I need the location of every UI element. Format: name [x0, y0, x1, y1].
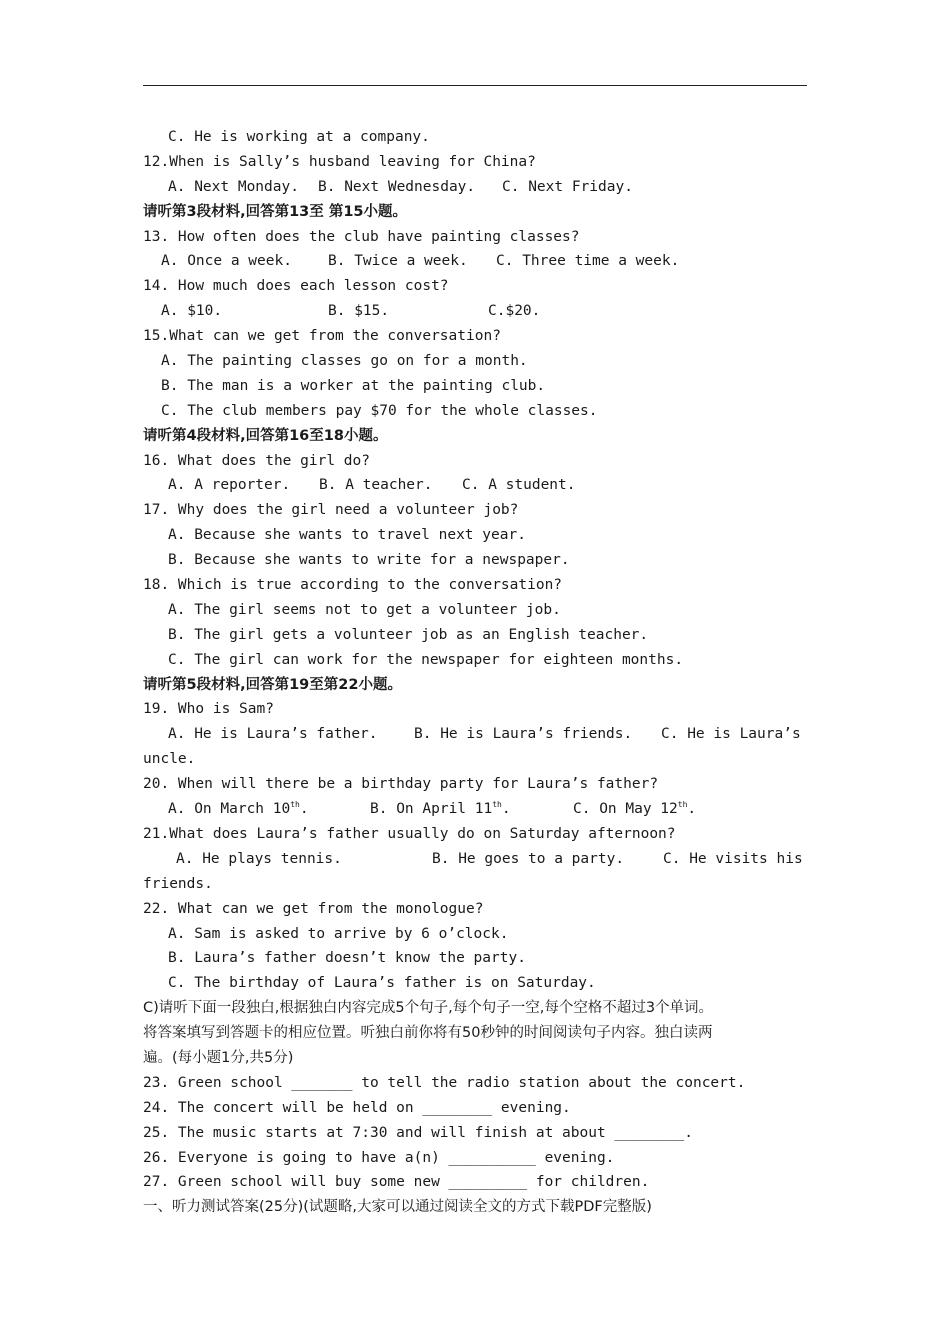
q15-stem: 15.What can we get from the conversation?: [143, 328, 501, 345]
q13-option-c: C. Three time a week.: [496, 253, 680, 270]
q14-option-a: A. $10.: [161, 303, 223, 320]
q14-options: [143, 299, 811, 324]
section-3-heading: 请听第3段材料,回答第13至 第15小题。: [143, 203, 408, 220]
q22-option-a: A. Sam is asked to arrive by 6 o’clock.: [168, 925, 509, 942]
part-c-instructions-line-3: 遍。(每小题1分,共5分): [143, 1049, 294, 1066]
q19-option-c: C. He is Laura’s: [661, 726, 801, 743]
q21-option-b: B. He goes to a party.: [432, 850, 625, 867]
part-c-instructions-line-2: 将答案填写到答题卡的相应位置。听独白前你将有50秒钟的时间阅读句子内容。独白读两: [143, 1025, 713, 1042]
exam-page: [143, 125, 811, 1220]
q16-stem: 16. What does the girl do?: [143, 452, 370, 469]
q13-option-b: B. Twice a week.: [328, 253, 468, 270]
q15-option-a: A. The painting classes go on for a month.: [161, 353, 528, 370]
q18-option-c: C. The girl can work for the newspaper for eighteen months.: [168, 651, 684, 668]
q14-stem: 14. How much does each lesson cost?: [143, 278, 449, 295]
q21-option-c-continued: friends.: [143, 875, 213, 892]
q20-option-a: A. On March 10th.: [168, 800, 309, 818]
q19-options: [143, 722, 811, 747]
q26-sentence: 26. Everyone is going to have a(n) __________ evening.: [143, 1149, 615, 1166]
q21-option-a: A. He plays tennis.: [176, 850, 342, 867]
q21-options: [143, 847, 811, 872]
section-5-heading: 请听第5段材料,回答第19至第22小题。: [143, 676, 402, 693]
q16-option-a: A. A reporter.: [168, 477, 291, 494]
q12-stem: 12.When is Sally’s husband leaving for China?: [143, 153, 536, 170]
q20-options: [143, 797, 811, 822]
q13-options: [143, 249, 811, 274]
q16-options: [143, 473, 811, 498]
part-c-instructions-line-1: C)请听下面一段独白,根据独白内容完成5个句子,每个句子一空,每个空格不超过3个单词。: [143, 1000, 714, 1017]
q17-option-b: B. Because she wants to write for a newspaper.: [168, 552, 570, 569]
q20-option-c: C. On May 12th.: [573, 800, 697, 818]
q19-option-c-continued: uncle.: [143, 751, 196, 768]
q21-stem: 21.What does Laura’s father usually do on Saturday afternoon?: [143, 825, 676, 842]
q22-option-c: C. The birthday of Laura’s father is on Saturday.: [168, 975, 596, 992]
q22-stem: 22. What can we get from the monologue?: [143, 900, 484, 917]
q12-option-a: A. Next Monday.: [168, 178, 299, 195]
q16-option-b: B. A teacher.: [319, 477, 433, 494]
q13-stem: 13. How often does the club have painting classes?: [143, 228, 580, 245]
q21-option-c: C. He visits his: [663, 850, 803, 867]
q12-option-b: B. Next Wednesday.: [318, 178, 476, 195]
q20-option-c-suffix: th: [677, 800, 688, 810]
answer-section-note: 一、听力测试答案(25分)(试题略,大家可以通过阅读全文的方式下载PDF完整版): [143, 1199, 652, 1216]
q19-stem: 19. Who is Sam?: [143, 701, 274, 718]
q23-sentence: 23. Green school _______ to tell the radio station about the concert.: [143, 1074, 746, 1091]
q18-option-a: A. The girl seems not to get a volunteer job.: [168, 601, 561, 618]
q14-option-b: B. $15.: [328, 303, 390, 320]
q14-option-c: C.$20.: [488, 303, 541, 320]
q20-option-b: B. On April 11th.: [370, 800, 511, 818]
q11-option-c: C. He is working at a company.: [168, 129, 430, 145]
q18-stem: 18. Which is true according to the conversation?: [143, 577, 563, 594]
q13-option-a: A. Once a week.: [161, 253, 292, 270]
q24-sentence: 24. The concert will be held on ________ evening.: [143, 1099, 571, 1116]
q22-option-b: B. Laura’s father doesn’t know the party.: [168, 950, 526, 967]
q20-option-a-suffix: th: [290, 800, 300, 810]
q17-option-a: A. Because she wants to travel next year.: [168, 527, 526, 544]
q19-option-a: A. He is Laura’s father.: [168, 726, 378, 743]
q19-option-b: B. He is Laura’s friends.: [414, 726, 633, 743]
q25-sentence: 25. The music starts at 7:30 and will finish at about ________.: [143, 1124, 693, 1141]
q15-option-b: B. The man is a worker at the painting club.: [161, 377, 546, 394]
q12-option-c: C. Next Friday.: [502, 178, 633, 195]
q16-option-c: C. A student.: [462, 477, 576, 494]
q12-options: [143, 175, 811, 200]
q15-option-c: C. The club members pay $70 for the whole classes.: [161, 402, 598, 419]
q20-stem: 20. When will there be a birthday party for Laura’s father?: [143, 776, 659, 793]
section-4-heading: 请听第4段材料,回答第16至18小题。: [143, 427, 388, 444]
q18-option-b: B. The girl gets a volunteer job as an English teacher.: [168, 626, 649, 643]
q27-sentence: 27. Green school will buy some new _________ for children.: [143, 1174, 650, 1191]
q20-option-b-suffix: th: [492, 800, 502, 810]
header-rule: [143, 85, 807, 86]
q17-stem: 17. Why does the girl need a volunteer job?: [143, 502, 519, 519]
